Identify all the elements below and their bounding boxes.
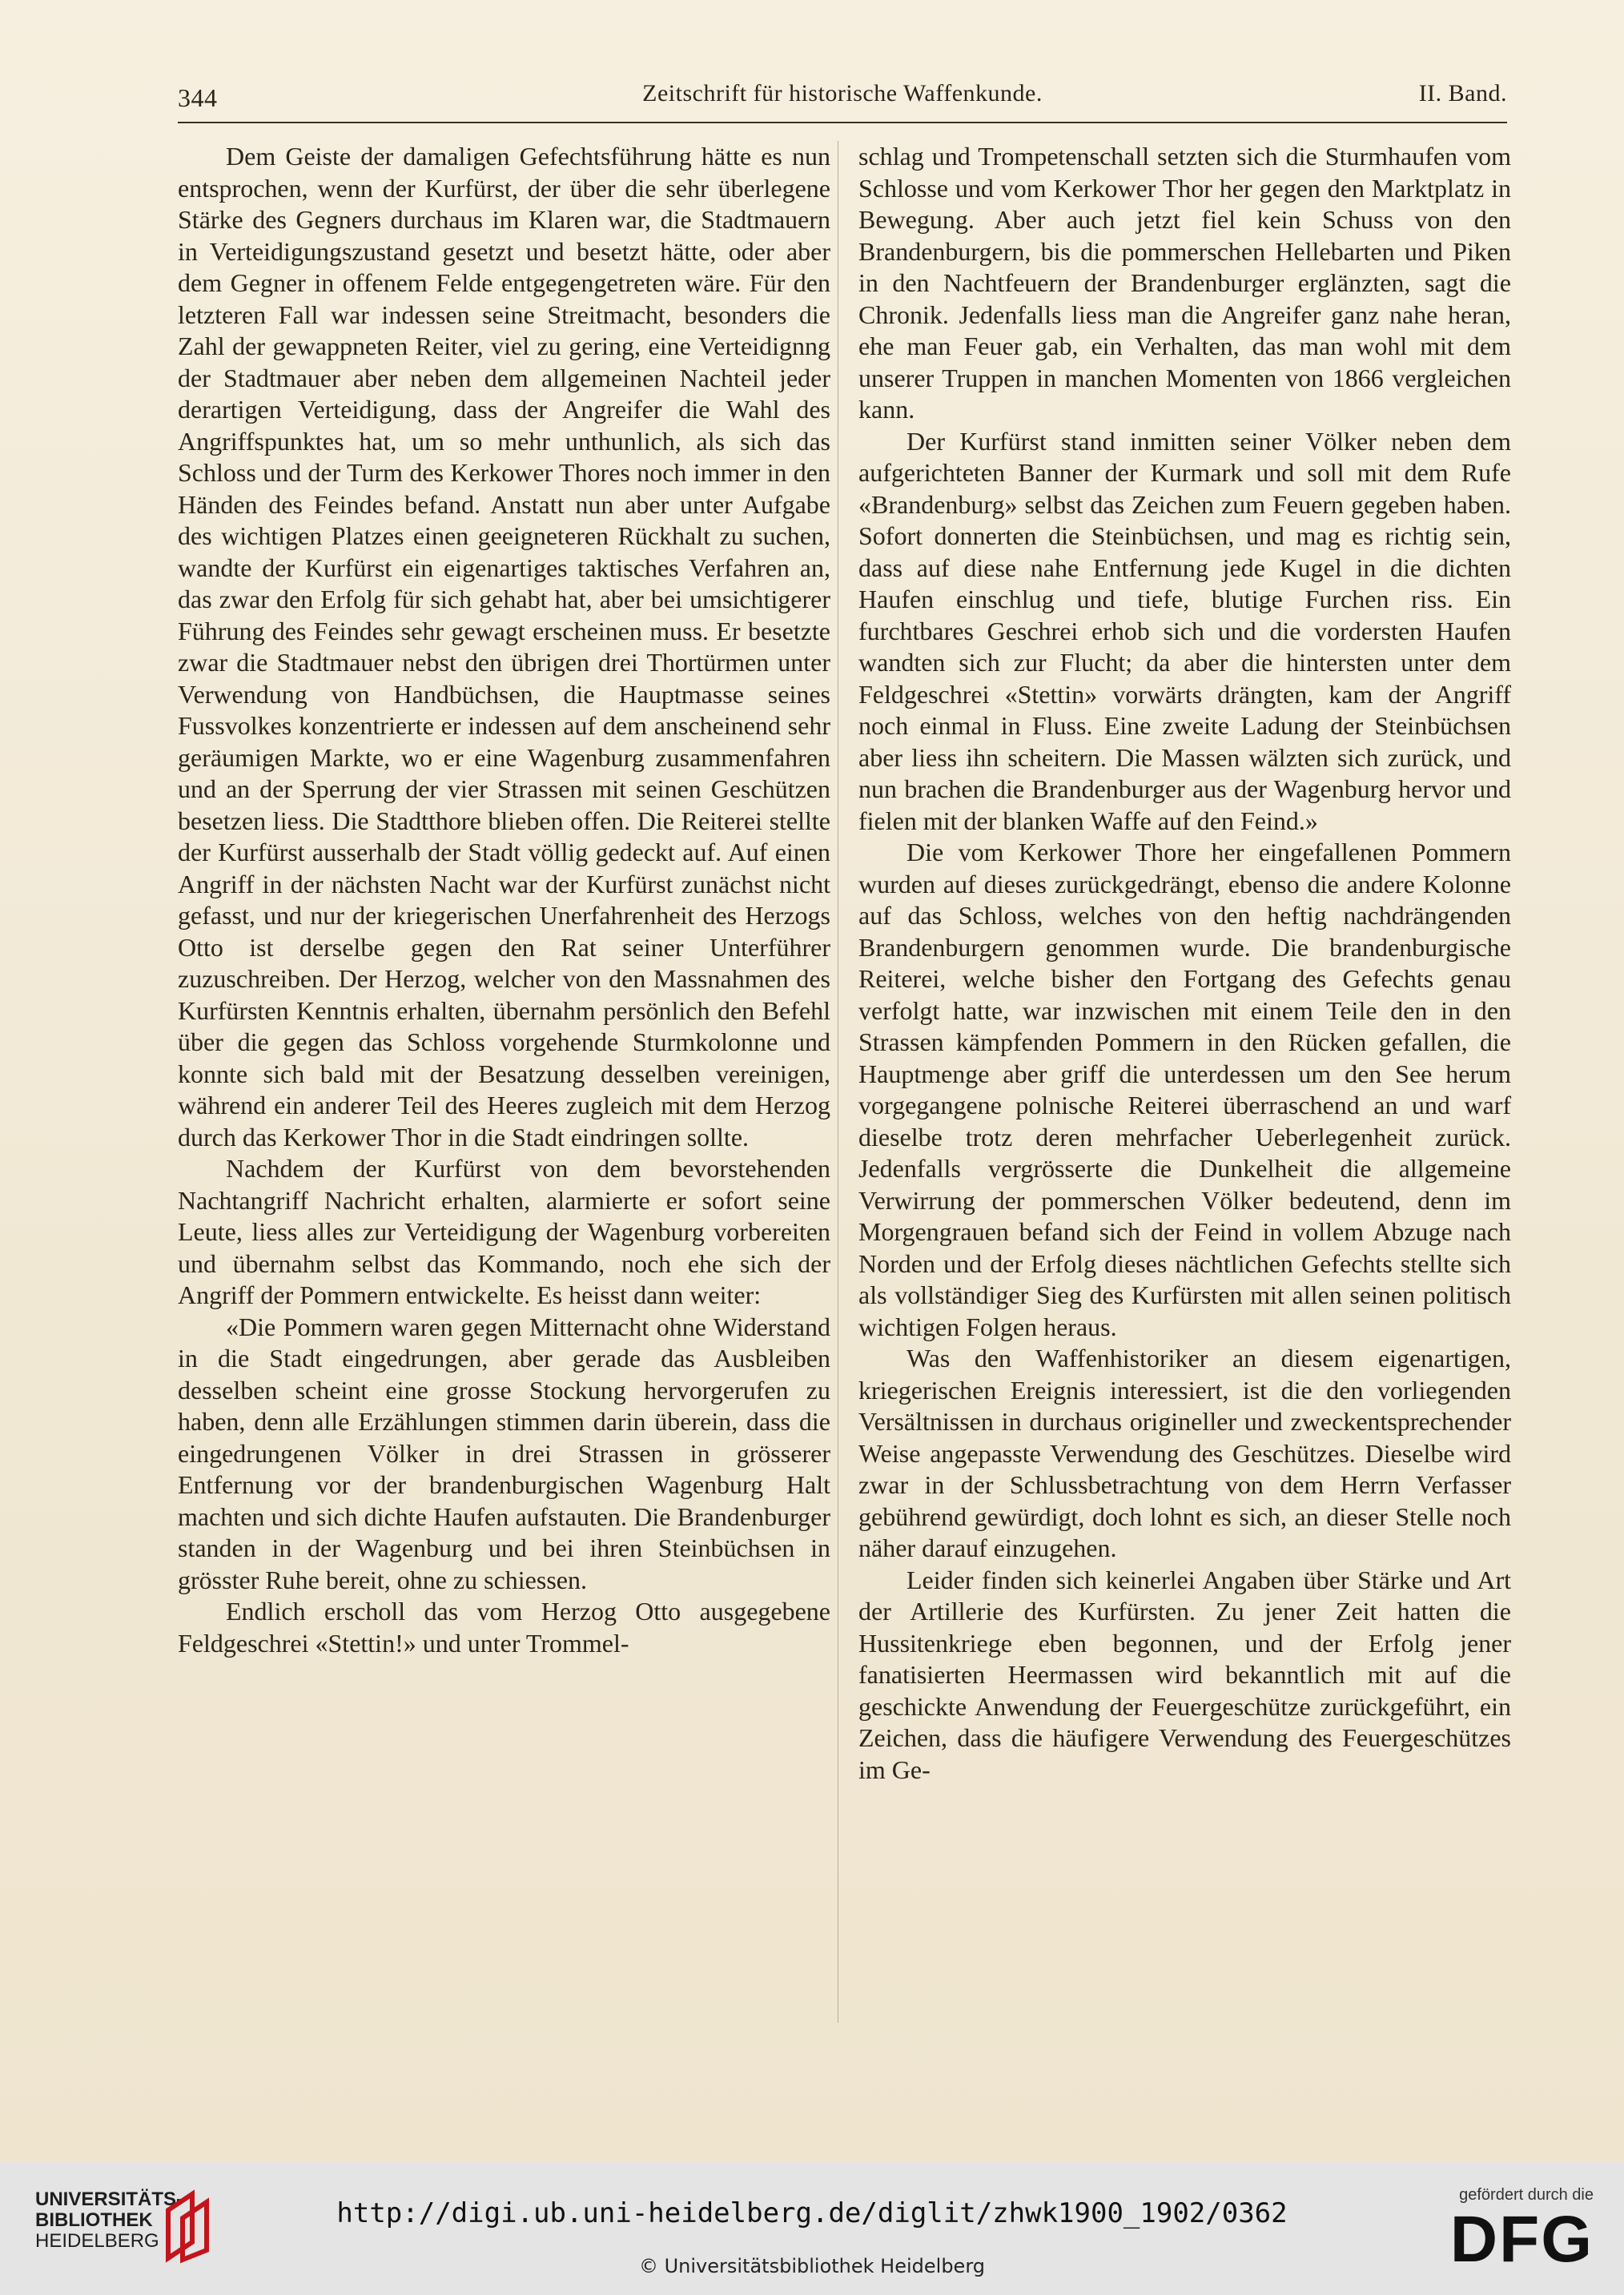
paragraph: Endlich erscholl das vom Herzog Otto ausgegebene Feldgeschrei «Stettin!» und unter Trommel- [178,1597,830,1658]
library-line: UNIVERSITÄTS- [35,2188,183,2210]
library-line: BIBLIOTHEK [35,2209,153,2231]
paragraph: Leider finden sich keinerlei Angaben über Stärke und Art der Artillerie des Kurfürsten. Zu jener Zeit hatten die Hussitenkriege eben begonnen, und der Erfolg jener fanatisierten Heermassen wird bekanntlich mit auf die geschickte Anwendung der Feuergeschütze zurückgeführt, ein Zeichen, dass die häufigere Verwendung des Feuergeschützes im Ge- [858,1565,1511,1784]
page-number: 344 [178,83,218,112]
funding-note: gefördert durch die [1459,2186,1594,2204]
paragraph: Nachdem der Kurfürst von dem bevorstehenden Nachtangriff Nachricht erhalten, alarmierte er sofort seine Leute, liess alles zur Verteidigung der Wagenburg vorbereiten und übernahm selbst das Kommando, noch ehe sich der Angriff der Pommern entwickelte. Es heisst dann weiter: [178,1154,830,1309]
journal-title: Zeitschrift für historische Waffenkunde. [642,80,1043,107]
left-column [178,141,830,1659]
paragraph: Der Kurfürst stand inmitten seiner Völker neben dem aufgerichteten Banner der Kurmark und soll mit dem Rufe «Brandenburg» selbst das Zeichen zum Feuern gegeben haben. Sofort donnerten die Steinbüchsen, und mag es richtig sein, dass auf diese nahe Entfernung jede Kugel in die dichten Haufen einschlug und tiefe, blutige Furchen riss. Ein furchtbares Geschrei erhob sich und die vordersten Haufen wandten sich zur Flucht; da aber die hintersten unter dem Feldgeschrei «Stettin» vorwärts drängten, kam der Angriff noch einmal in Fluss. Eine zweite Ladung der Steinbüchsen aber liess ihn scheitern. Die Massen wälzten sich zurück, und nun brachen die Brandenburger aus der Wagenburg hervor und fielen mit der blanken Waffe auf den Feind.» [858,426,1511,835]
paragraph: schlag und Trompetenschall setzten sich die Sturmhaufen vom Schlosse und vom Kerkower Thor her gegen den Marktplatz in Bewegung. Aber auch jetzt fiel kein Schuss von den Brandenburgern, bis die pommerschen Hellebarten und Piken in den Nachtfeuern der Brandenburger erglänzten, sagt die Chronik. Jedenfalls liess man die Angreifer ganz nahe heran, ehe man Feuer gab, ein Verhalten, das man wohl mit dem unserer Truppen in manchen Momenten von 1866 vergleichen kann. [858,142,1511,424]
paragraph: Die vom Kerkower Thore her eingefallenen Pommern wurden auf dieses zurückgedrängt, ebenso die andere Kolonne auf das Schloss, welches von den heftig nachdrängenden Brandenburgern genommen wurde. Die brandenburgische Reiterei, welche bisher den Fortgang des Gefechts genau verfolgt hatte, war inzwischen mit einem Teile den in den Strassen kämpfenden Pommern in den Rücken gefallen, die Hauptmenge aber griff die unterdessen um den See herum vorgegangene polnische Reiterei überraschend an und warf dieselbe trotz deren mehrfacher Ueberlegenheit zurück. Jedenfalls vergrösserte die Dunkelheit die allgemeine Verwirrung der pommerschen Völker bedeutend, denn im Morgengrauen befand sich der Feind in vollem Abzuge nach Norden und der Erfolg dieses nächtlichen Gefechts stellte sich als vollständiger Sieg des Kurfürsten mit allen seinen politisch wichtigen Folgen heraus. [858,838,1511,1341]
header-rule [178,122,1507,123]
paragraph: «Die Pommern waren gegen Mitternacht ohne Widerstand in die Stadt eingedrungen, aber gerade das Ausbleiben desselben scheint eine grosse Stockung hervorgerufen zu haben, denn alle Erzählungen stimmen darin überein, dass die eingedrungenen Völker in drei Strassen in grösserer Entfernung vor der brandenburgischen Wagenburg Halt machten und sich dichte Haufen aufstauten. Die Brandenburger standen in der Wagenburg und bei ihren Steinbüchsen in grösster Ruhe bereit, ohne zu schiessen. [178,1312,830,1594]
dfg-logo[interactable]: DFG [1449,2203,1594,2276]
paragraph: Was den Waffenhistoriker an diesem eigenartigen, kriegerischen Ereignis interessiert, ist die den vorliegenden Versältnissen in durchaus origineller und zweckentsprechender Weise angepasste Verwendung des Geschützes. Dieselbe wird zwar in der Schlussbetrachtung von dem Herrn Verfasser gebührend gewürdigt, doch lohnt es sich, an dieser Stelle noch näher darauf einzugehen. [858,1344,1511,1562]
library-line: HEIDELBERG [35,2230,159,2252]
volume-label: II. Band. [1418,80,1507,107]
permalink-url[interactable]: http://digi.ub.uni-heidelberg.de/diglit/zhwk1900_1902/0362 [336,2197,1288,2229]
right-column [858,141,1511,1786]
paragraph: Dem Geiste der damaligen Gefechtsführung hätte es nun entsprochen, wenn der Kurfürst, der über die sehr überlegene Stärke des Gegners durchaus im Klaren war, die Stadtmauern in Verteidigungszustand gesetzt und besetzt hätte, oder aber dem Gegner in offenem Felde entgegengetreten wäre. Für den letzteren Fall war indessen seine Streitmacht, besonders die Zahl der gewappneten Reiter, viel zu gering, eine Verteidignng der Stadtmauer aber neben dem allgemeinen Nachteil jeder derartigen Verteidigung, dass der Angreifer die Wahl des Angriffspunktes hat, um so mehr unthunlich, als sich das Schloss und der Turm des Kerkower Thores noch immer in den Händen des Feindes befand. Anstatt nun aber unter Aufgabe des wichtigen Platzes einen geeigneteren Rückhalt zu suchen, wandte der Kurfürst ein eigenartiges taktisches Verfahren an, das zwar den Erfolg für sich gehabt hat, aber bei umsichtigerer Führung des Feindes sehr gewagt erscheinen muss. Er besetzte zwar die Stadtmauer nebst den übrigen drei Thortürmen unter Verwendung von Handbüchsen, die Hauptmasse seines Fussvolkes konzentrierte er indessen auf dem anscheinend sehr geräumigen Markte, wo er eine Wagenburg zusammenfahren und an der Sperrung der vier Strassen mit seinen Geschützen besetzen liess. Die Stadtthore blieben offen. Die Reiterei stellte der Kurfürst ausserhalb der Stadt völlig gedeckt auf. Auf einen Angriff in der nächsten Nacht war der Kurfürst zunächst nicht gefasst, und nur der kriegerischen Unerfahrenheit des Herzogs Otto ist derselbe gegen den Rat seiner Unterführer zuzuschreiben. Der Herzog, welcher von den Massnahmen des Kurfürsten Kenntnis erhalten, übernahm persönlich den Befehl über die gegen das Schloss vorgehende Sturmkolonne und konnte sich bald mit der Besatzung desselben vereinigen, während ein anderer Teil des Heeres zugleich mit dem Herzog durch das Kerkower Thor in die Stadt eindringen sollte. [178,142,830,1152]
running-header [178,74,1507,122]
viewer-footer [0,2162,1624,2295]
copyright-notice: © Universitätsbibliothek Heidelberg [638,2255,985,2277]
